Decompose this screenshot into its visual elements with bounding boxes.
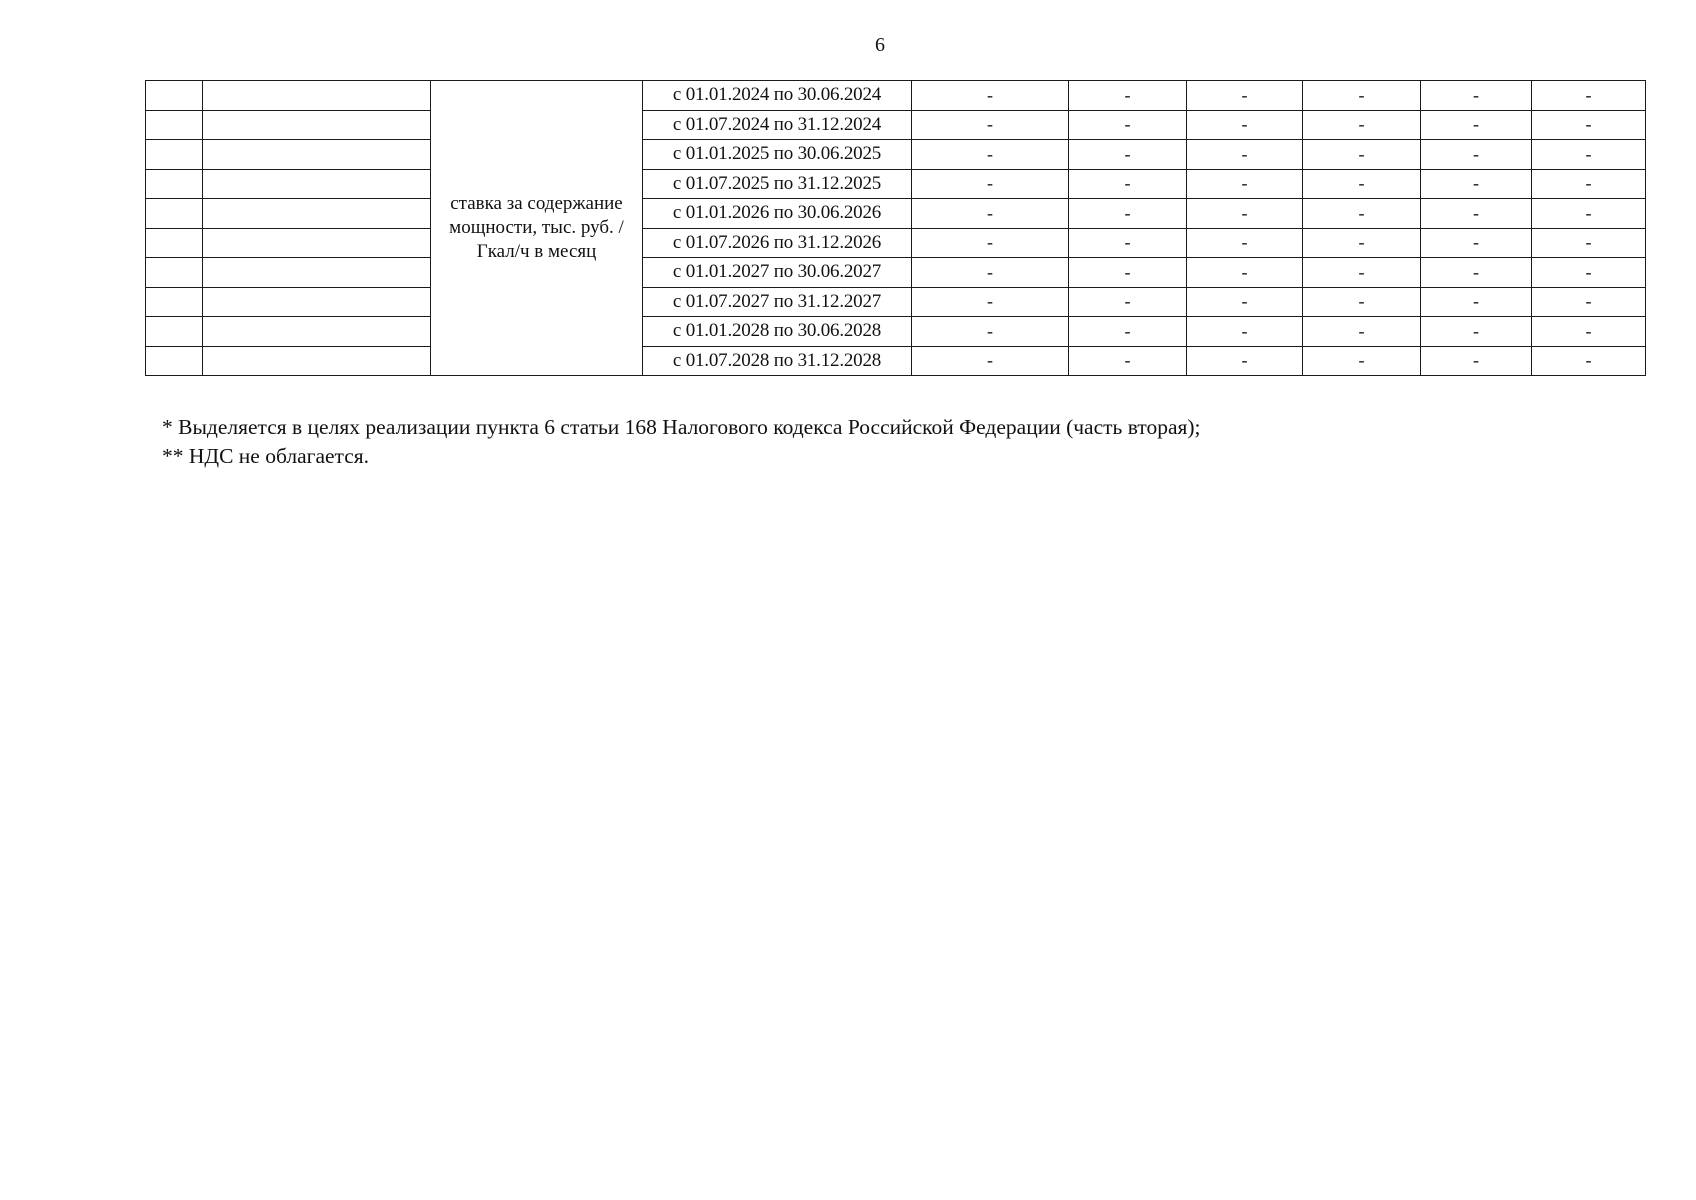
- value-cell: -: [1069, 317, 1187, 347]
- organization-cell: [203, 258, 431, 288]
- row-number-cell: [146, 110, 203, 140]
- table-row: [146, 287, 1646, 317]
- value-cell: -: [1303, 110, 1421, 140]
- period-cell: с 01.07.2027 по 31.12.2027: [643, 287, 912, 317]
- value-cell: -: [912, 199, 1069, 229]
- value-cell: -: [1069, 140, 1187, 170]
- value-cell: -: [1532, 81, 1646, 111]
- table-row: [146, 346, 1646, 376]
- period-cell: с 01.01.2025 по 30.06.2025: [643, 140, 912, 170]
- row-number-cell: [146, 317, 203, 347]
- value-cell: -: [1421, 199, 1532, 229]
- organization-cell: [203, 346, 431, 376]
- row-number-cell: [146, 346, 203, 376]
- organization-cell: [203, 287, 431, 317]
- value-cell: -: [1532, 199, 1646, 229]
- organization-cell: [203, 317, 431, 347]
- value-cell: -: [1532, 258, 1646, 288]
- value-cell: -: [1532, 169, 1646, 199]
- value-cell: -: [912, 81, 1069, 111]
- value-cell: -: [1303, 81, 1421, 111]
- footnotes: [162, 413, 1612, 471]
- row-number-cell: [146, 199, 203, 229]
- period-cell: с 01.01.2028 по 30.06.2028: [643, 317, 912, 347]
- organization-cell: [203, 228, 431, 258]
- value-cell: -: [1187, 110, 1303, 140]
- value-cell: -: [1069, 110, 1187, 140]
- table-row: [146, 317, 1646, 347]
- period-cell: с 01.07.2024 по 31.12.2024: [643, 110, 912, 140]
- value-cell: -: [1303, 140, 1421, 170]
- tariff-table: [145, 80, 1646, 376]
- footnote-vat-exempt: ** НДС не облагается.: [162, 444, 370, 468]
- value-cell: -: [912, 169, 1069, 199]
- organization-cell: [203, 199, 431, 229]
- value-cell: -: [1069, 287, 1187, 317]
- row-number-cell: [146, 228, 203, 258]
- value-cell: -: [1303, 228, 1421, 258]
- table-row: [146, 258, 1646, 288]
- value-cell: -: [1532, 287, 1646, 317]
- value-cell: -: [1303, 199, 1421, 229]
- page-number: 6: [875, 34, 885, 56]
- value-cell: -: [1187, 346, 1303, 376]
- value-cell: -: [1421, 140, 1532, 170]
- indicator-cell: ставка за содержание мощности, тыс. руб. /Гкал/ч в месяц: [431, 81, 643, 376]
- period-cell: с 01.01.2024 по 30.06.2024: [643, 81, 912, 111]
- value-cell: -: [1532, 140, 1646, 170]
- period-cell: с 01.07.2026 по 31.12.2026: [643, 228, 912, 258]
- period-cell: с 01.01.2027 по 30.06.2027: [643, 258, 912, 288]
- value-cell: -: [1187, 258, 1303, 288]
- value-cell: -: [912, 228, 1069, 258]
- table-row: [146, 169, 1646, 199]
- organization-cell: [203, 81, 431, 111]
- value-cell: -: [1069, 81, 1187, 111]
- table-row: [146, 140, 1646, 170]
- value-cell: -: [1187, 199, 1303, 229]
- row-number-cell: [146, 258, 203, 288]
- value-cell: -: [912, 317, 1069, 347]
- organization-cell: [203, 169, 431, 199]
- table-row: [146, 228, 1646, 258]
- value-cell: -: [1421, 258, 1532, 288]
- value-cell: -: [1069, 199, 1187, 229]
- table-row: [146, 81, 1646, 111]
- footnote-vat-allocation: * Выделяется в целях реализации пункта 6 статьи 168 Налогового кодекса Российской Федерации (часть вторая);: [162, 415, 1201, 439]
- value-cell: -: [1069, 169, 1187, 199]
- organization-cell: [203, 110, 431, 140]
- organization-cell: [203, 140, 431, 170]
- value-cell: -: [1303, 169, 1421, 199]
- value-cell: -: [1187, 169, 1303, 199]
- value-cell: -: [1187, 140, 1303, 170]
- row-number-cell: [146, 140, 203, 170]
- period-cell: с 01.07.2025 по 31.12.2025: [643, 169, 912, 199]
- value-cell: -: [1069, 346, 1187, 376]
- value-cell: -: [1303, 287, 1421, 317]
- value-cell: -: [1421, 228, 1532, 258]
- value-cell: -: [912, 110, 1069, 140]
- value-cell: -: [1421, 81, 1532, 111]
- value-cell: -: [1421, 110, 1532, 140]
- value-cell: -: [1187, 81, 1303, 111]
- value-cell: -: [912, 287, 1069, 317]
- value-cell: -: [1187, 228, 1303, 258]
- table-row: [146, 110, 1646, 140]
- table-row: [146, 199, 1646, 229]
- value-cell: -: [1532, 346, 1646, 376]
- value-cell: -: [1421, 287, 1532, 317]
- value-cell: -: [1421, 169, 1532, 199]
- row-number-cell: [146, 287, 203, 317]
- value-cell: -: [912, 346, 1069, 376]
- value-cell: -: [912, 140, 1069, 170]
- value-cell: -: [912, 258, 1069, 288]
- value-cell: -: [1421, 346, 1532, 376]
- period-cell: с 01.01.2026 по 30.06.2026: [643, 199, 912, 229]
- table-body: [146, 81, 1646, 376]
- value-cell: -: [1187, 287, 1303, 317]
- value-cell: -: [1303, 317, 1421, 347]
- value-cell: -: [1303, 258, 1421, 288]
- value-cell: -: [1303, 346, 1421, 376]
- value-cell: -: [1532, 228, 1646, 258]
- value-cell: -: [1532, 110, 1646, 140]
- period-cell: с 01.07.2028 по 31.12.2028: [643, 346, 912, 376]
- value-cell: -: [1069, 258, 1187, 288]
- value-cell: -: [1069, 228, 1187, 258]
- value-cell: -: [1187, 317, 1303, 347]
- value-cell: -: [1532, 317, 1646, 347]
- row-number-cell: [146, 81, 203, 111]
- value-cell: -: [1421, 317, 1532, 347]
- row-number-cell: [146, 169, 203, 199]
